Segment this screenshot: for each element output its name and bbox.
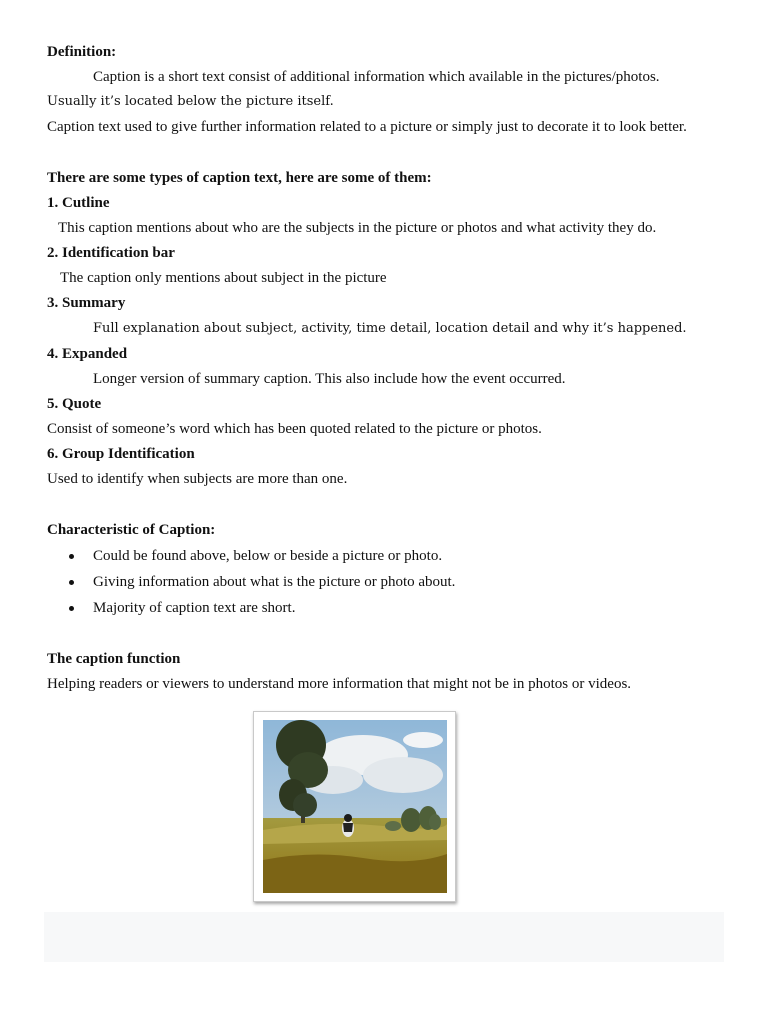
types-heading: There are some types of caption text, here are some of them:: [47, 170, 432, 186]
type-text-quote: Consist of someone’s word which has been quoted related to the picture or photos.: [47, 421, 542, 437]
definition-line-1: Caption is a short text consist of additional information which available in the pictures/photos.: [93, 69, 660, 85]
bullet-dot: [69, 606, 74, 611]
type-title-identification-bar: 2. Identification bar: [47, 245, 175, 261]
type-title-summary: 3. Summary: [47, 295, 126, 311]
type-text-expanded: Longer version of summary caption. This also include how the event occurred.: [93, 371, 566, 387]
characteristic-heading: Characteristic of Caption:: [47, 522, 216, 538]
definition-heading: Definition:: [47, 44, 117, 60]
bullet-dot: [69, 554, 74, 559]
field-tree-photo: [263, 720, 447, 893]
type-text-cutline: This caption mentions about who are the subjects in the picture or photos and what activity they do.: [58, 220, 657, 236]
type-title-expanded: 4. Expanded: [47, 346, 128, 362]
type-title-group-identification: 6. Group Identification: [47, 446, 195, 462]
type-title-cutline: 1. Cutline: [47, 195, 110, 211]
type-text-group-identification: Used to identify when subjects are more than one.: [47, 471, 348, 487]
caption-example-photo: [253, 711, 456, 902]
function-text: Helping readers or viewers to understand more information that might not be in photos or videos.: [47, 676, 632, 692]
characteristic-bullet-3: Majority of caption text are short.: [93, 600, 296, 616]
characteristic-bullet-2: Giving information about what is the picture or photo about.: [93, 574, 456, 590]
function-heading: The caption function: [47, 651, 181, 667]
characteristic-bullet-1: Could be found above, below or beside a picture or photo.: [93, 548, 443, 564]
bottom-banner: [44, 912, 724, 962]
type-text-identification-bar: The caption only mentions about subject in the picture: [60, 270, 387, 286]
type-text-summary: Full explanation about subject, activity, time detail, location detail and why it’s happened.: [93, 321, 687, 336]
bullet-dot: [69, 580, 74, 585]
definition-line-3: Caption text used to give further information related to a picture or simply just to decorate it to look better.: [47, 119, 687, 135]
type-title-quote: 5. Quote: [47, 396, 102, 412]
definition-line-2: Usually it’s located below the picture itself.: [47, 94, 334, 109]
